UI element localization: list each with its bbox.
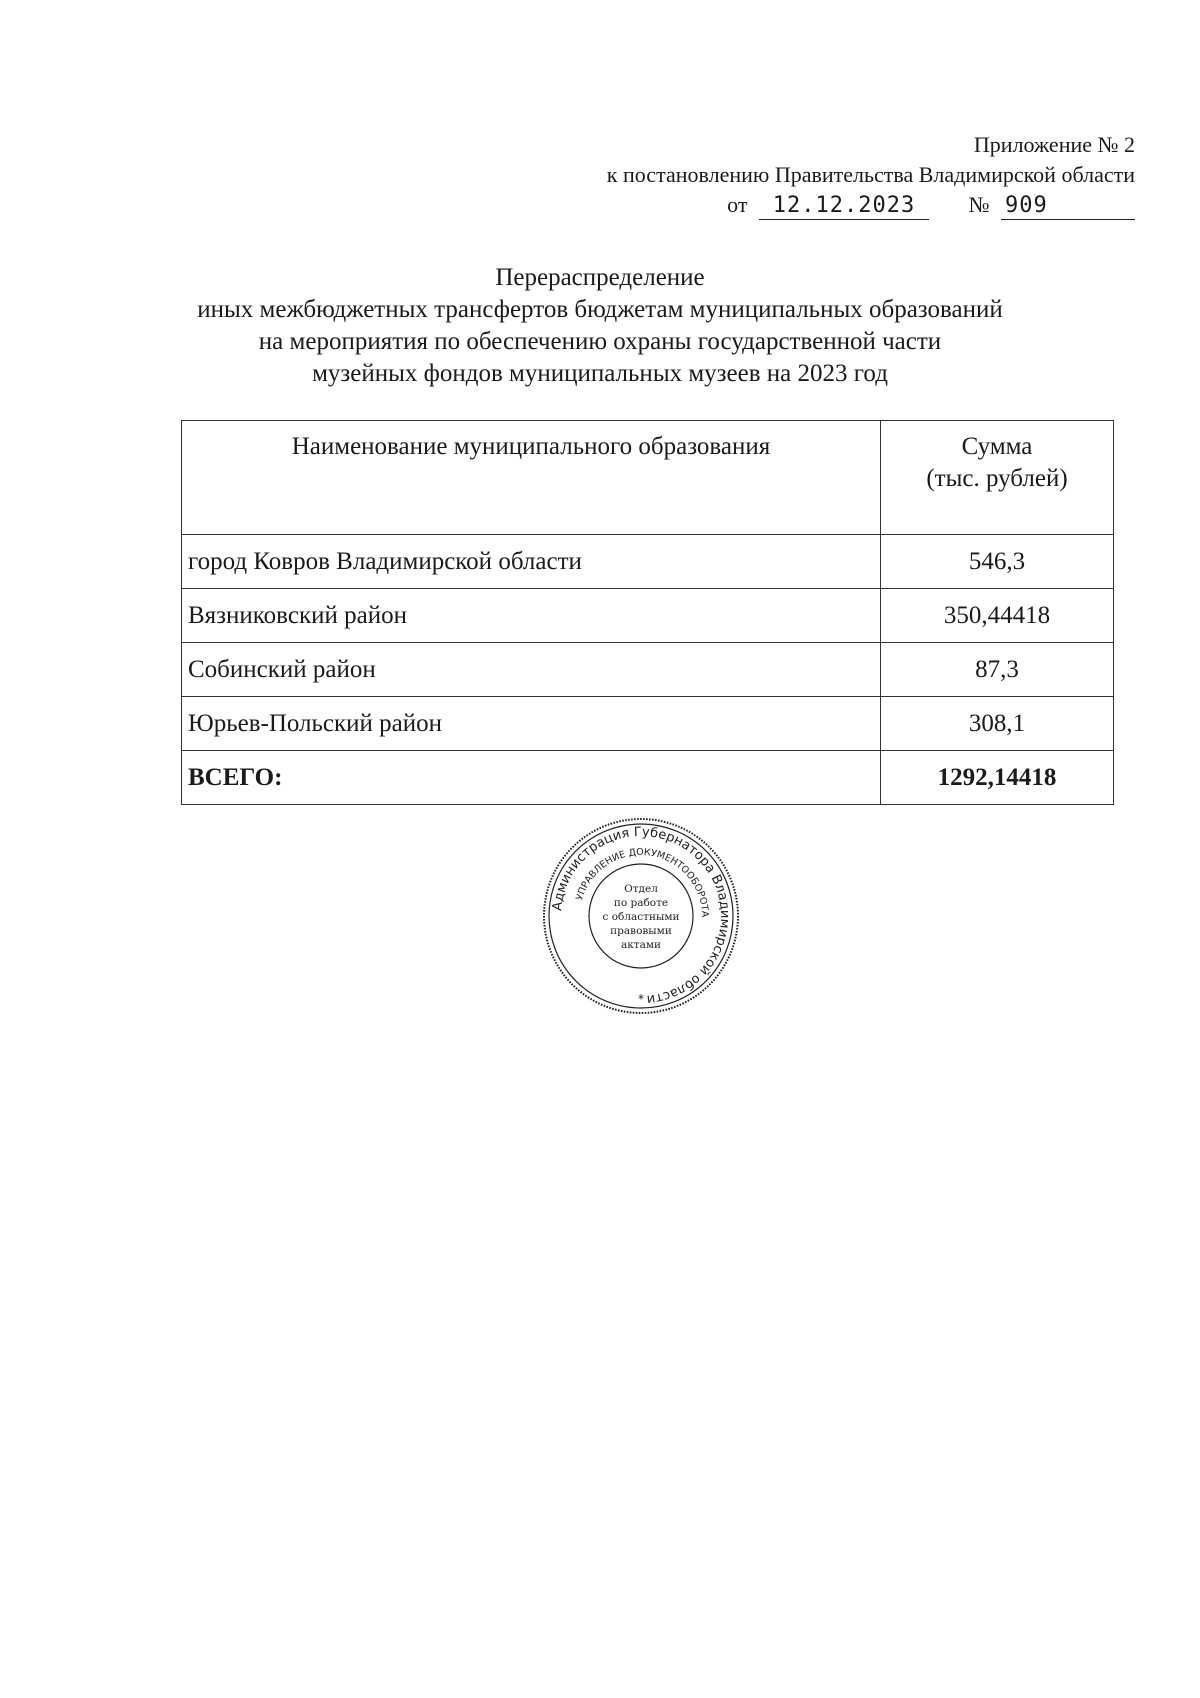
seal-center-line-3: с областными: [602, 911, 680, 923]
title-line-4: музейных фондов муниципальных музеев на 2023 год: [312, 360, 888, 387]
total-label: ВСЕГО:: [182, 751, 881, 805]
row-municipality: Вязниковский район: [182, 589, 881, 643]
title-line-1: Перераспределение: [495, 264, 705, 291]
seal-center-line-2: по работе: [613, 897, 669, 909]
table-row: [182, 589, 1114, 643]
row-sum: 308,1: [881, 697, 1114, 751]
seal-center-line-4: правовыми: [610, 925, 672, 937]
transfer-table: [181, 420, 1114, 805]
document-title: [150, 262, 1050, 390]
header-sum-unit: (тыс. рублей): [926, 465, 1068, 492]
total-sum: 1292,14418: [881, 751, 1114, 805]
table-total-row: [182, 751, 1114, 805]
appendix-header: [495, 130, 1135, 220]
row-sum: 546,3: [881, 535, 1114, 589]
header-sum-label: Сумма: [961, 433, 1033, 460]
row-sum: 350,44418: [881, 589, 1114, 643]
seal-center-line-1: Отдел: [624, 883, 658, 895]
seal-outer-text: Администрация Губернатора Владимирской области: [550, 824, 733, 1007]
resolution-date: 12.12.2023: [759, 193, 929, 220]
title-line-2: иных межбюджетных трансфертов бюджетам муниципальных образований: [197, 296, 1003, 323]
table-row: [182, 697, 1114, 751]
number-prefix: №: [968, 192, 990, 217]
resolution-date-line: [495, 190, 1135, 220]
appendix-reference: к постановлению Правительства Владимирской области: [606, 162, 1135, 187]
row-municipality: Юрьев-Польский район: [182, 697, 881, 751]
table-header-row: [182, 421, 1114, 535]
date-prefix: от: [727, 192, 748, 217]
seal-center-line-5: актами: [620, 939, 662, 951]
seal-inner-text: УПРАВЛЕНИЕ ДОКУМЕНТООБОРОТА: [574, 846, 711, 918]
header-sum: [881, 421, 1114, 535]
official-seal: [541, 816, 741, 1016]
row-sum: 87,3: [881, 643, 1114, 697]
seal-star: *: [638, 992, 644, 1006]
title-line-3: на мероприятия по обеспечению охраны государственной части: [258, 328, 942, 355]
row-municipality: Собинский район: [182, 643, 881, 697]
table-row: [182, 535, 1114, 589]
table-row: [182, 643, 1114, 697]
appendix-number: Приложение № 2: [973, 132, 1135, 157]
row-municipality: город Ковров Владимирской области: [182, 535, 881, 589]
resolution-number: 909: [1001, 193, 1135, 220]
header-municipality: Наименование муниципального образования: [182, 421, 881, 535]
